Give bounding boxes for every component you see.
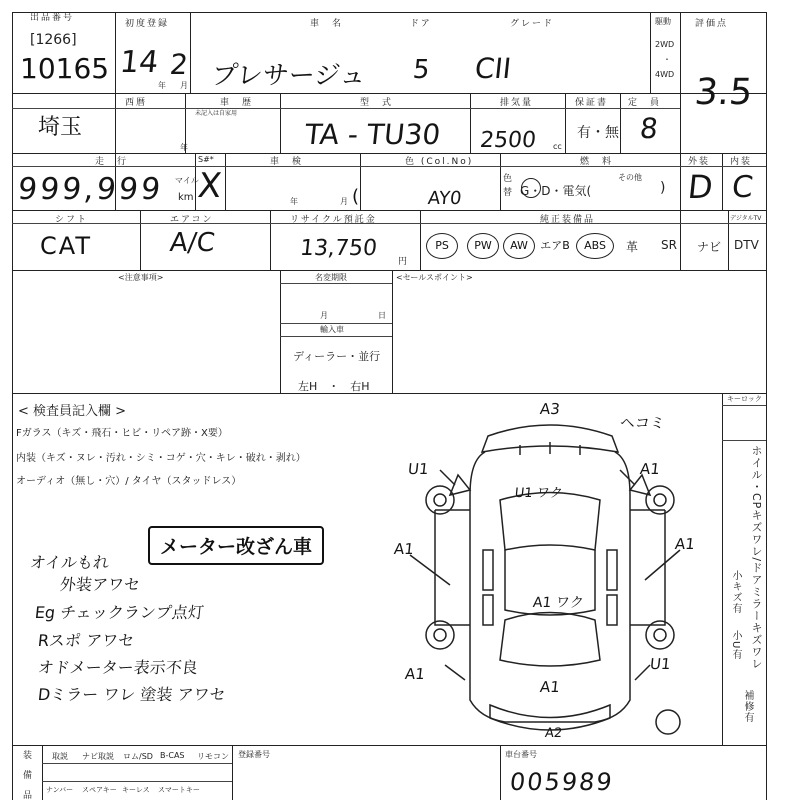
history-label: 車 歴 — [220, 98, 254, 108]
chassis-number: 005989 — [508, 768, 616, 796]
expiry-day: 日 — [378, 311, 386, 320]
fuel-other: その他 — [618, 173, 642, 182]
mark-hood: U1 ワク — [514, 486, 564, 501]
key-lock-label: キーロック — [727, 395, 762, 403]
equip-sunroof: SR — [661, 238, 677, 252]
lot-number: 10165 — [20, 52, 110, 85]
equip-pw: PW — [467, 233, 499, 259]
mark-right-door: A1 — [674, 535, 696, 553]
exterior-grade: D — [686, 168, 715, 206]
yen-unit: 円 — [398, 257, 408, 267]
km-unit: km — [178, 192, 194, 203]
footer-plate: ナンバー — [46, 786, 74, 794]
warranty: 有・無 — [577, 125, 619, 141]
mark-rear-lower: A2 — [544, 726, 563, 741]
mark-right-rear: U1 — [649, 655, 672, 673]
drive-4wd: 4WD — [655, 70, 675, 79]
displacement: 2500 — [478, 128, 538, 153]
equip-dtv: DTV — [734, 238, 759, 252]
footer-rom-sd: ロム/SD — [123, 752, 153, 761]
inspector-line-audio-tire: オーディオ（無し・穴）/ タイヤ（スタッドレス） — [16, 476, 242, 487]
first-reg-year-unit: 年 — [158, 81, 166, 90]
fuel-close: ) — [660, 180, 666, 196]
footer-navi-manual: ナビ取説 — [82, 752, 114, 761]
first-reg-label: 初度登録 — [125, 19, 170, 29]
recycle-label: リサイクル預託金 — [290, 215, 377, 225]
note-door-mirror: Dミラー ワレ 塗装 アワセ — [36, 685, 227, 704]
interior-grade: C — [730, 170, 755, 205]
year-style-label: 西暦 — [125, 98, 148, 108]
color-label: 色 (Col.No) — [405, 157, 474, 167]
expiry-month: 月 — [320, 311, 328, 320]
score-label: 評価点 — [695, 19, 729, 29]
shift-label: シフト — [55, 215, 89, 225]
footer-bcas: B-CAS — [160, 751, 185, 760]
aircon-label: エアコン — [170, 215, 214, 225]
mark-rear-bumper: A1 — [539, 678, 561, 696]
chassis-label: 車台番号 — [505, 750, 537, 759]
fuel-gas-circle — [521, 178, 541, 198]
mark-front-dent: ヘコミ — [619, 414, 666, 432]
drive-2wd: 2WD — [655, 40, 675, 49]
note-eg-lamp: Eg チェックランプ点灯 — [33, 603, 205, 622]
car-name-label: 車 名 — [310, 19, 344, 29]
expiry-label: 名変期限 — [315, 273, 347, 282]
footer-manual: 取説 — [52, 752, 68, 761]
cc-unit: cc — [553, 142, 562, 151]
side-note-left: 小キズ有 — [730, 570, 741, 614]
digital-tv-label: デジタルTV — [730, 215, 762, 222]
doors-label: ドア — [410, 19, 432, 29]
mark-right-front: A1 — [639, 460, 661, 478]
mark-front-bumper: A3 — [539, 400, 561, 418]
equipment-label: 純正装備品 — [540, 215, 596, 225]
car-grade: CII — [473, 52, 513, 85]
footer-keyless: キーレス — [122, 786, 150, 794]
color-open-paren: ( — [352, 186, 360, 207]
car-name: プレサージュ — [210, 61, 368, 91]
note-exterior: 外装アワセ — [58, 575, 141, 594]
equip-aw: AW — [503, 233, 535, 259]
color-code: AY0 — [426, 188, 463, 209]
mark-left-rear: A1 — [404, 665, 426, 683]
model-label: 型 式 — [360, 98, 394, 108]
footer-smart-key: スマートキー — [158, 786, 200, 794]
first-reg-month-unit: 月 — [180, 81, 188, 90]
inspection-label: 車 検 — [270, 157, 304, 167]
mark-left-door: A1 — [393, 540, 415, 558]
equip-ps: PS — [426, 233, 458, 259]
equip-airbag: エアB — [540, 239, 570, 252]
shift: CAT — [40, 232, 92, 260]
mileage: 999,999 — [16, 172, 165, 207]
equip-leather: 革 — [626, 240, 639, 254]
side-note-main: ホイル・CPキズワレ/ドアミラーキズワレ — [750, 445, 763, 671]
mileage-label: 走 行 — [95, 157, 129, 167]
model-code: TA - TU30 — [303, 118, 442, 151]
recycle-fee: 13,750 — [298, 236, 379, 261]
footer-remote: リモコン — [197, 752, 229, 761]
side-note-right: 小U有 — [730, 630, 741, 661]
lot-code: [1266] — [30, 32, 77, 48]
import-dealer: ディーラー・並行 — [293, 350, 381, 363]
interior-label: 内装 — [730, 157, 753, 167]
inspector-title: < 検査員記入欄 > — [18, 404, 127, 419]
note-rear-spoiler: Rスポ アワセ — [36, 631, 136, 650]
first-reg-year: 14 — [118, 45, 161, 80]
color-change-label: 色替 — [503, 174, 513, 198]
capacity: 8 — [638, 112, 660, 145]
drive-separator: ・ — [663, 55, 671, 64]
inspector-line-interior: 内装（キズ・ヌレ・汚れ・シミ・コゲ・穴・キレ・破れ・剥れ） — [16, 453, 306, 464]
equip-navi: ナビ — [697, 240, 722, 254]
side-note-bottom: 補修有 — [742, 690, 753, 723]
grade-label: グレード — [510, 19, 555, 29]
import-side: 左H ・ 右H — [298, 380, 370, 393]
footer-equip-label: 装 備 品 — [21, 750, 31, 800]
mark-left-front: U1 — [407, 460, 430, 478]
fuel-label: 燃 料 — [580, 157, 614, 167]
warranty-label: 保証書 — [575, 98, 609, 108]
mile-unit: マイル — [175, 176, 199, 185]
import-label: 輸入車 — [320, 325, 344, 334]
car-doors: 5 — [411, 55, 432, 85]
score: 3.5 — [692, 72, 755, 113]
inspector-line-glass: Fガラス（キズ・飛石・ヒビ・リペア跡・X要） — [16, 428, 228, 439]
sales-point-label: <セールスポイント> — [396, 273, 473, 282]
mark-roof: A1 ワク — [532, 595, 585, 611]
note-odometer: オドメーター表示不良 — [36, 658, 199, 677]
lot-number-label: 出品番号 — [30, 13, 75, 23]
caution-label: <注意事項> — [118, 273, 164, 282]
displacement-label: 排気量 — [500, 98, 534, 108]
footer-spare-key: スペアキー — [82, 786, 117, 794]
history-note: 未記入は自家用 — [195, 110, 238, 117]
inspection-year-unit: 年 — [290, 197, 298, 206]
region: 埼玉 — [38, 115, 83, 140]
reg-number-label: 登録番号 — [238, 750, 270, 759]
inspection-month-unit: 月 — [340, 197, 348, 206]
exterior-label: 外装 — [688, 157, 711, 167]
aircon: A/C — [168, 228, 217, 258]
swap-label: S#* — [198, 155, 214, 164]
year-style-unit: 年 — [180, 143, 188, 152]
mileage-mark: X — [195, 166, 224, 206]
drive-label: 駆動 — [655, 17, 671, 26]
first-reg-month: 2 — [168, 48, 190, 81]
equip-abs: ABS — [576, 233, 614, 259]
fuel-options: G・D・電気( — [520, 184, 592, 198]
note-oil-leak: オイルもれ — [28, 553, 111, 572]
meter-tampered-stamp: メーター改ざん車 — [148, 526, 324, 565]
capacity-label: 定 員 — [628, 98, 662, 108]
